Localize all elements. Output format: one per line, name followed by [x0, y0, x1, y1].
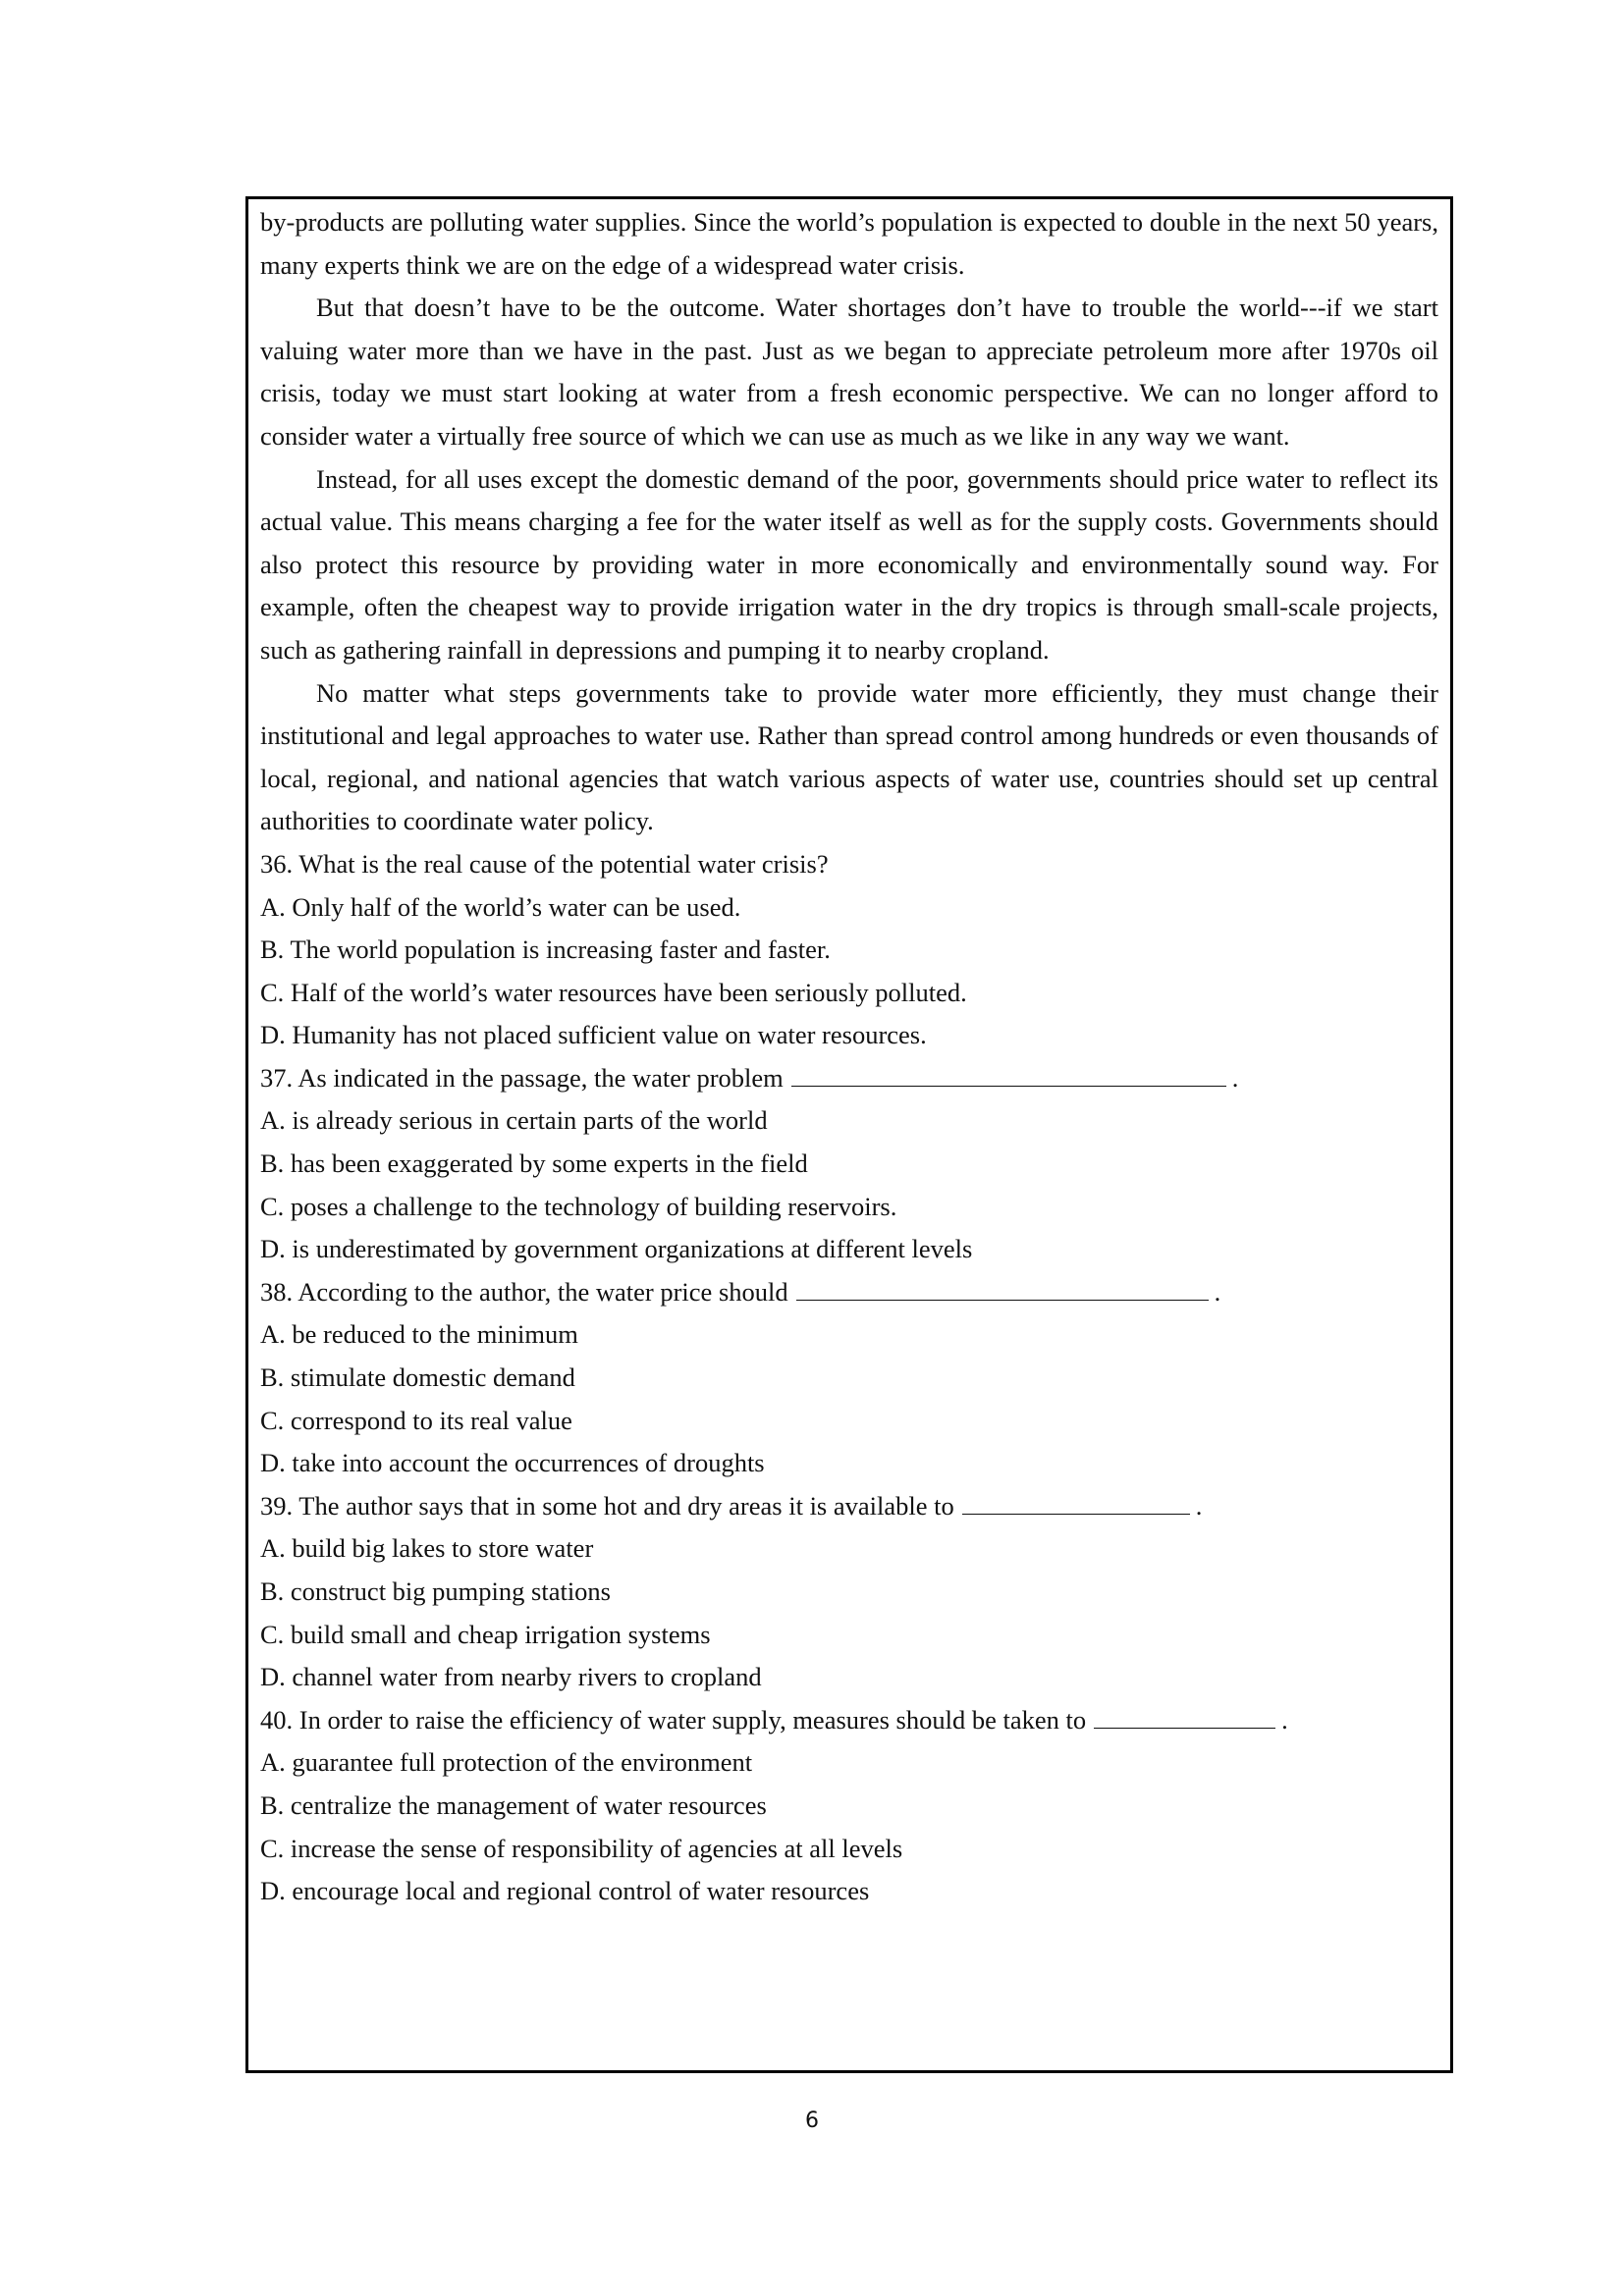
question-38-answer-blank: [796, 1276, 1209, 1301]
question-36-option-c: C. Half of the world’s water resources have been seriously polluted.: [260, 977, 967, 1007]
question-37-option-b: B. has been exaggerated by some experts in the field: [260, 1148, 808, 1179]
question-38: [260, 1271, 1438, 1314]
question-39: [260, 1485, 1438, 1528]
question-37: [260, 1057, 1438, 1100]
question-40-answer-blank: [1094, 1704, 1275, 1729]
question-37-answer-blank: [791, 1062, 1226, 1087]
question-39-option-b: B. construct big pumping stations: [260, 1576, 611, 1606]
question-36-option-a: A. Only half of the world’s water can be used.: [260, 891, 741, 922]
question-40-end: .: [1281, 1704, 1288, 1735]
question-39-end: .: [1195, 1490, 1203, 1521]
question-38-end: .: [1214, 1276, 1221, 1307]
question-36-option-d: D. Humanity has not placed sufficient value on water resources.: [260, 1020, 927, 1050]
question-37-option-c: C. poses a challenge to the technology of building reservoirs.: [260, 1191, 897, 1221]
question-38-option-a: A. be reduced to the minimum: [260, 1319, 578, 1350]
question-39-option-c: C. build small and cheap irrigation systems: [260, 1619, 711, 1649]
question-38-option-c: C. correspond to its real value: [260, 1405, 572, 1435]
question-38-option-b: B. stimulate domestic demand: [260, 1362, 575, 1393]
question-37-option-d: D. is underestimated by government organizations at different levels: [260, 1234, 973, 1264]
question-40: [260, 1699, 1438, 1742]
question-40-stem: 40. In order to raise the efficiency of water supply, measures should be taken to: [260, 1704, 1087, 1735]
question-39-answer-blank: [962, 1490, 1190, 1515]
question-37-option-a: A. is already serious in certain parts of the world: [260, 1105, 768, 1136]
page-number: 6: [805, 2109, 819, 2133]
question-37-stem: 37. As indicated in the passage, the water problem: [260, 1062, 784, 1093]
passage-paragraph-4: No matter what steps governments take to provide water more efficiently, they must change their institutional and legal approaches to water use. Rather than spread control among hundreds or even thousands of local, regional, and national agencies that watch various aspects of water use, countries should set up central authorities to coordinate water policy.: [260, 677, 1438, 836]
question-40-option-b: B. centralize the management of water resources: [260, 1789, 767, 1820]
passage-paragraph-2: But that doesn’t have to be the outcome. Water shortages don’t have to trouble the world---if we start valuing water more than we have in the past. Just as we began to appreciate petroleum more after 1970s oil crisis, today we must start looking at water from a fresh economic perspective. We can no longer afford to consider water a virtually free source of which we can use as much as we like in any way we want.: [260, 293, 1438, 451]
question-38-option-d: D. take into account the occurrences of droughts: [260, 1448, 765, 1478]
question-36-stem: 36. What is the real cause of the potential water crisis?: [260, 848, 829, 879]
question-39-option-a: A. build big lakes to store water: [260, 1533, 594, 1564]
question-39-stem: 39. The author says that in some hot and dry areas it is available to: [260, 1490, 954, 1521]
question-36-option-b: B. The world population is increasing faster and faster.: [260, 934, 831, 965]
question-40-option-a: A. guarantee full protection of the environment: [260, 1747, 753, 1778]
question-40-option-d: D. encourage local and regional control of water resources: [260, 1876, 870, 1906]
exam-content: [260, 201, 1438, 1913]
question-37-end: .: [1231, 1062, 1239, 1093]
question-39-option-d: D. channel water from nearby rivers to cropland: [260, 1662, 762, 1692]
question-38-stem: 38. According to the author, the water price should: [260, 1276, 788, 1307]
passage-paragraph-3: Instead, for all uses except the domestic demand of the poor, governments should price water to reflect its actual value. This means charging a fee for the water itself as well as for the supply costs. Governments should also protect this resource by providing water in more economically and environmentally sound way. For example, often the cheapest way to provide irrigation water in the dry tropics is through small-scale projects, such as gathering rainfall in depressions and pumping it to nearby cropland.: [260, 463, 1438, 665]
question-40-option-c: C. increase the sense of responsibility of agencies at all levels: [260, 1833, 903, 1863]
passage-paragraph-1: by-products are polluting water supplies. Since the world’s population is expected to double in the next 50 years, many experts think we are on the edge of a widespread water crisis.: [260, 207, 1438, 280]
